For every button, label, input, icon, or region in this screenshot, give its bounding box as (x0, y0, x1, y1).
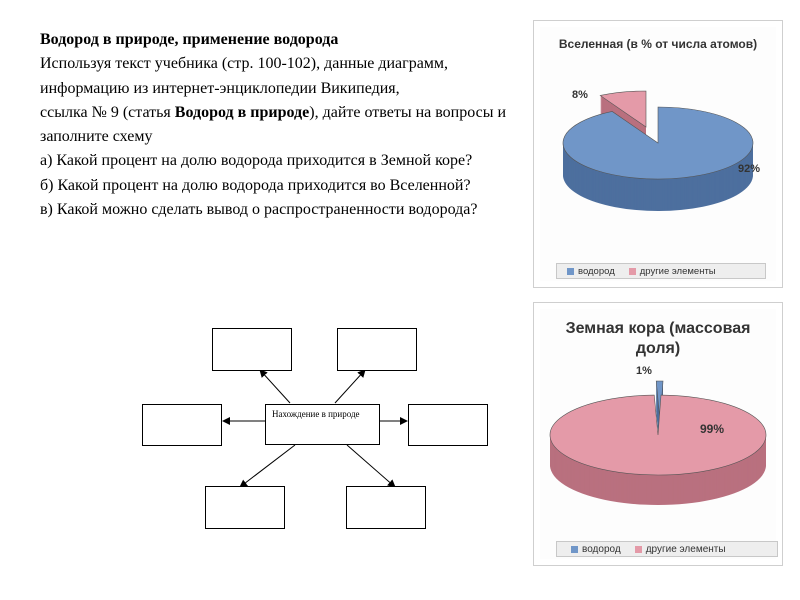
legend-swatch-other (629, 268, 636, 275)
label-hydrogen-crust: 1% (636, 365, 652, 377)
scheme-box-left (142, 404, 222, 446)
legend-label-hydrogen: водород (578, 265, 615, 277)
legend-item-hydrogen (567, 266, 615, 277)
task-text (40, 28, 520, 222)
chart-crust-title: Земная кора (массовая доля) (565, 320, 751, 357)
legend-item-other (629, 266, 716, 277)
link-prefix: ссылка № 9 (статья (40, 103, 175, 121)
legend-swatch-hydrogen-crust (571, 546, 578, 553)
arrow-to-bottom-right (347, 445, 395, 487)
chart-crust-panel (533, 302, 783, 566)
chart-universe-title: Вселенная (в % от числа атомов) (558, 37, 758, 51)
chart-universe-legend (556, 263, 766, 279)
chart-crust-legend (556, 541, 778, 557)
arrow-to-bottom-left (240, 445, 295, 487)
question-c: в) Какой можно сделать вывод о распространенности водорода? (40, 201, 478, 219)
link-suffix: ), дайте ответы на вопросы и заполните схему (40, 103, 507, 146)
legend-swatch-other-crust (635, 546, 642, 553)
task-heading: Водород в природе, применение водорода (40, 31, 339, 48)
arrow-to-top-right (335, 370, 365, 403)
task-link-line (40, 101, 520, 150)
scheme-diagram (40, 315, 500, 565)
question-b: б) Какой процент на долю водорода приходится во Вселенной? (40, 176, 471, 194)
legend-label-other-crust: другие элементы (645, 543, 726, 555)
scheme-box-bottom-left (205, 486, 285, 529)
legend-item-hydrogen-crust (571, 544, 621, 555)
label-other-crust: 99% (700, 422, 725, 436)
legend-swatch-hydrogen (567, 268, 574, 275)
scheme-box-top-right (337, 328, 417, 371)
task-intro: Используя текст учебника (стр. 100-102), данные диаграмм, информацию из интернет-энциклопедии Википедия, (40, 55, 449, 97)
scheme-center-label: Нахождение в природе (272, 409, 360, 419)
pie-slice-hydrogen (563, 107, 753, 179)
scheme-box-bottom-right (346, 486, 426, 529)
question-a: а) Какой процент на долю водорода приходится в Земной коре? (40, 152, 473, 170)
legend-item-other-crust (635, 544, 726, 555)
scheme-center-box (265, 404, 380, 445)
legend-label-hydrogen-crust: водород (582, 543, 621, 555)
label-hydrogen-universe: 92% (738, 163, 761, 175)
label-other-universe: 8% (572, 89, 588, 101)
chart-crust-plot (540, 371, 776, 531)
link-title: Водород в природе (174, 103, 310, 121)
scheme-box-top-left (212, 328, 292, 371)
chart-universe-panel (533, 20, 783, 288)
legend-label-other: другие элементы (639, 265, 716, 277)
scheme-box-right (408, 404, 488, 446)
arrow-to-top-left (260, 370, 290, 403)
